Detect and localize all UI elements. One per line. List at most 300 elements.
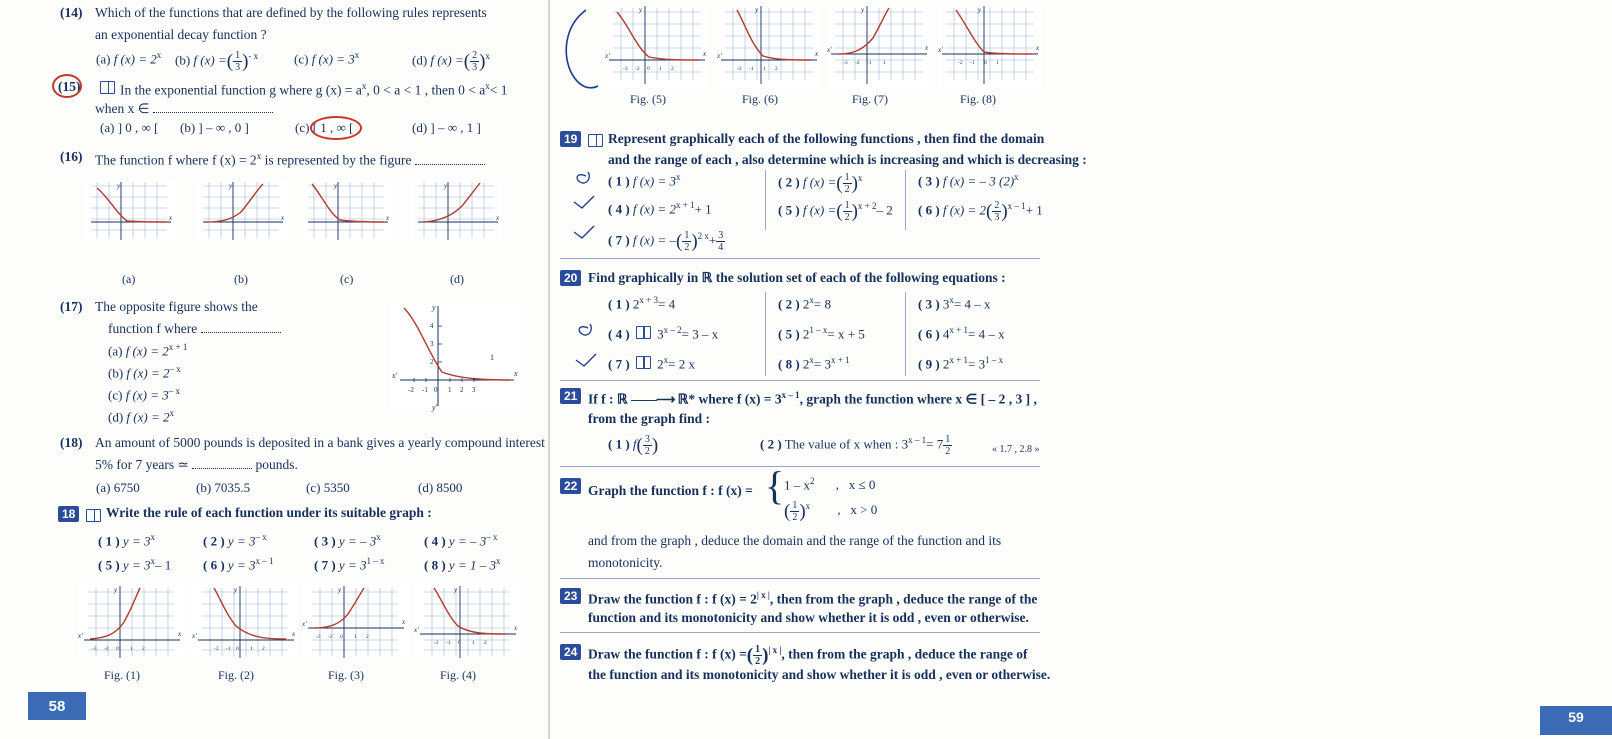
- ex21-item-1-num: 3: [644, 434, 650, 445]
- ex19-item-2-num: 1: [844, 172, 850, 183]
- ex22-case-2-den: 2: [792, 512, 798, 523]
- ex20-item-4-text: 3: [657, 326, 664, 342]
- svg-text:2: 2: [142, 646, 145, 652]
- q18-option-b[interactable]: [196, 480, 250, 496]
- ex24-line1-a: Draw the function f : f (x) =: [588, 646, 747, 662]
- ex18-item-2[interactable]: [203, 532, 267, 549]
- q14-option-d-label: (d): [412, 52, 428, 68]
- q18-blank: [192, 468, 252, 469]
- ex19-item-3[interactable]: [918, 172, 1019, 189]
- ex19-item-6-label: ( 6 ): [918, 202, 940, 218]
- ex22-case-1: [784, 476, 875, 493]
- ex18-item-4-text: y = – 3: [448, 533, 487, 549]
- svg-text:x': x': [605, 52, 610, 60]
- ex20-item-5-text: 2: [802, 326, 810, 342]
- q15-blank: [153, 112, 273, 113]
- ex19-item-6-den: 3: [994, 212, 1000, 223]
- q17-option-a-text: f (x) = 2: [125, 343, 169, 359]
- q14-option-a-text: f (x) = 2: [113, 51, 157, 67]
- q15-handwritten-circle: [52, 74, 82, 98]
- ex19-item-7-tail-den: 4: [718, 242, 724, 253]
- svg-text:x': x': [192, 632, 197, 640]
- svg-text:2: 2: [484, 640, 487, 646]
- ex19-item-4[interactable]: [608, 200, 712, 217]
- exercise-23-tag: 23: [560, 588, 581, 604]
- ex18-item-5-sup: x: [150, 556, 155, 566]
- exercise-18-title: Write the rule of each function under its suitable graph :: [106, 505, 432, 520]
- svg-text:y: y: [432, 303, 436, 312]
- ex19-item-7-tail: +: [708, 232, 717, 248]
- ex20-item-1[interactable]: [608, 295, 675, 312]
- svg-text:2: 2: [775, 66, 778, 72]
- q16-graph-a: [83, 180, 175, 242]
- ex24-line1-den: 2: [755, 655, 761, 667]
- q15-option-d-label: (d): [412, 120, 428, 135]
- ex20-item-4[interactable]: [608, 325, 718, 342]
- ex19-item-2[interactable]: ( 2 ) f (x) =( $\frac{1}{2}$ )$^x$: [778, 172, 863, 195]
- q16-number: (16): [60, 149, 83, 164]
- q15-option-c-text: [ 1 , ∞ [: [312, 120, 354, 135]
- ex19-item-5[interactable]: ( 5 ) f (x) =( $\frac{1}{2}$ )$^{x + 2}$– 2: [778, 200, 893, 223]
- svg-text:x': x': [78, 632, 83, 640]
- q17-option-c-label: (c): [108, 387, 123, 403]
- ex18-item-5-label: ( 5 ): [98, 557, 120, 573]
- q18-option-c[interactable]: [306, 480, 350, 496]
- ex20-item-2-sup: x: [809, 295, 814, 305]
- svg-text:1: 1: [996, 60, 999, 66]
- q14-option-b[interactable]: (b) f (x) =( $\frac{1}{3}$ )$^{- x}$: [175, 50, 259, 73]
- ex20-item-9-text: 2: [942, 356, 950, 372]
- ex18-item-6-label: ( 6 ): [203, 557, 225, 573]
- ex21-line1: If f : ℝ ——⟶ ℝ* where f $(x) = 3^{x - 1}$, graph the function where x ∈ [ – 2 , 3 ] ,: [588, 390, 1037, 407]
- svg-text:x: x: [178, 630, 182, 638]
- ex18-graph-4: [414, 584, 520, 660]
- svg-text:1: 1: [659, 66, 662, 72]
- right-page-number: 59: [1540, 706, 1612, 735]
- ex21-line1-c: , graph the function where x ∈ [ – 2 , 3 ] ,: [799, 391, 1037, 407]
- ex18-item-6[interactable]: [203, 556, 273, 573]
- ex24-line1-sup: | x |: [768, 645, 782, 655]
- svg-text:1: 1: [250, 646, 253, 652]
- ex18-item-5[interactable]: [98, 556, 171, 573]
- svg-text:-1: -1: [867, 60, 872, 66]
- ex23-line1-b: , then from the graph , deduce the range of the: [769, 591, 1038, 607]
- fig7-label: Fig. (7): [852, 92, 888, 106]
- section-divider-19: [560, 258, 1040, 259]
- q15-text-line1: In the exponential function g where g $(x) = a^x$, 0 < a < 1 , then $0 < a^x< 1$: [120, 81, 508, 98]
- ex18-graph-3: [302, 584, 408, 660]
- ex20-item-5[interactable]: [778, 325, 865, 342]
- q15-option-b[interactable]: [180, 120, 249, 136]
- ex18-item-4-sup: – x: [486, 532, 498, 542]
- q17-option-d-label: (d): [108, 409, 124, 425]
- ex19-item-7-label: ( 7 ): [608, 232, 630, 248]
- svg-text:x: x: [386, 214, 390, 222]
- ex22-case-1-text: 1 – x: [784, 477, 810, 493]
- ex20-item-6[interactable]: [918, 325, 1005, 342]
- q15-option-d[interactable]: [412, 120, 481, 136]
- q14-option-d-frac-den: 3: [472, 62, 478, 73]
- ex20-item-5-tail: = x + 5: [827, 326, 865, 342]
- q15-selected-answer-circle: [310, 116, 362, 140]
- q17-option-b-text: f (x) = 2: [126, 365, 170, 381]
- q14-option-b-frac-num: 1: [235, 50, 241, 61]
- ex20-item-1-tail: = 4: [658, 296, 676, 312]
- ex19-item-2-sup: x: [857, 173, 863, 184]
- ex19-item-7[interactable]: ( 7 ) f (x) = –( $\frac{1}{2}$ )$^{2 x}$+ $\frac{3}{4}$: [608, 230, 724, 253]
- ex18-item-4[interactable]: [424, 532, 497, 549]
- svg-text:y: y: [117, 182, 121, 190]
- ex20-item-6-tail: = 4 – x: [968, 326, 1005, 342]
- fig5-label: Fig. (5): [630, 92, 666, 106]
- q17-option-b-label: (b): [108, 365, 124, 381]
- ex18-item-2-sup: – x: [255, 532, 267, 542]
- q18-option-b-label: (b): [196, 480, 212, 495]
- ex19-col-sep-1: [765, 170, 766, 230]
- book-icon-ex19: [588, 134, 603, 147]
- ex22-line2: and from the graph , deduce the domain and the range of the function and its: [588, 533, 1002, 548]
- ex22-case-2-cond: , x > 0: [837, 502, 878, 518]
- svg-text:y: y: [755, 6, 759, 14]
- ex20-item-7-sup: x: [663, 355, 669, 365]
- q15-option-a-text: ] 0 , ∞ [: [117, 120, 159, 135]
- ex21-item-2-tail: = 7: [926, 436, 944, 452]
- ex20-item-2[interactable]: [778, 295, 831, 312]
- svg-text:-2: -2: [855, 60, 860, 66]
- q16-blank: [415, 164, 485, 165]
- ex20-item-7-text: 2: [657, 356, 664, 372]
- ex20-item-5-label: ( 5 ): [778, 326, 800, 342]
- ex20-item-3[interactable]: [918, 295, 991, 312]
- svg-text:-1: -1: [446, 640, 451, 646]
- q15-number: (15): [58, 79, 81, 94]
- ex21-item-1-den: 2: [644, 446, 650, 457]
- q14-option-d-sup: x: [485, 51, 490, 62]
- svg-text:3: 3: [430, 340, 434, 348]
- ex22-case-1-cond: , x ≤ 0: [835, 477, 876, 493]
- q18-option-d-text: 8500: [436, 480, 463, 495]
- svg-text:1: 1: [490, 353, 494, 362]
- q14-option-c[interactable]: [294, 50, 359, 67]
- ex20-item-7-tail: = 2 x: [668, 356, 696, 372]
- svg-text:-1: -1: [226, 646, 231, 652]
- svg-text:-1: -1: [422, 386, 428, 394]
- q14-option-b-sup: - x: [248, 51, 259, 62]
- ex18-item-7-text: y = 3: [338, 557, 367, 573]
- q17-line2-text: function f where: [108, 321, 198, 336]
- ex19-item-6[interactable]: ( 6 ) f (x) = 2( $\frac{2}{3}$ )$^{x - 1}$+ 1: [918, 200, 1043, 223]
- svg-text:x: x: [169, 214, 173, 222]
- q14-option-c-text: f (x) = 3: [311, 51, 355, 67]
- ex22-case-1-sup: 2: [810, 476, 815, 486]
- ex22-line3: monotonicity.: [588, 555, 663, 570]
- right-page: [550, 0, 1584, 739]
- svg-text:-1: -1: [749, 66, 754, 72]
- svg-text:x: x: [402, 618, 406, 626]
- svg-text:4: 4: [430, 322, 434, 330]
- ex18-item-8[interactable]: [424, 556, 500, 573]
- q14-option-b-label: (b): [175, 52, 191, 68]
- ex18-item-2-label: ( 2 ): [203, 533, 225, 549]
- ex20-item-1-sup: x + 3: [639, 295, 658, 305]
- q14-option-d-text: f (x) =: [430, 52, 464, 68]
- q15-option-a[interactable]: [100, 120, 158, 136]
- svg-text:1: 1: [354, 634, 357, 640]
- ex19-item-6-tail: + 1: [1025, 202, 1043, 218]
- q18-option-a[interactable]: [96, 480, 140, 496]
- q18-option-a-label: (a): [96, 480, 111, 495]
- book-icon-q15: [100, 81, 115, 94]
- q17-option-c-sup: – x: [168, 386, 180, 396]
- ex20-item-9-label: ( 9 ): [918, 356, 940, 372]
- ex19-item-7-text: f (x) = –: [632, 232, 676, 248]
- ex19-item-2-den: 2: [844, 184, 850, 195]
- ex20-col-sep-1: [765, 292, 766, 376]
- ex18-fig-label-3: Fig. (3): [328, 668, 364, 682]
- q18-line2-a: 5% for 7 years ≃: [95, 457, 189, 472]
- ex23-line1-a: Draw the function f : f (x) = 2: [588, 591, 757, 607]
- fig6-graph: [717, 4, 821, 88]
- handwritten-checks-ex19: [568, 162, 614, 248]
- svg-text:2: 2: [460, 386, 464, 394]
- ex19-item-1[interactable]: [608, 172, 680, 189]
- q14-text-line1: Which of the functions that are defined by the following rules represents: [95, 5, 487, 20]
- q18-line2: [95, 456, 298, 473]
- ex20-item-8-text: 2: [802, 356, 810, 372]
- ex19-item-2-text: f (x) =: [802, 174, 837, 190]
- q17-option-b-sup: – x: [169, 364, 181, 374]
- svg-text:0: 0: [434, 386, 438, 394]
- q18-number: (18): [60, 435, 83, 450]
- ex18-item-7-sup: 1 – x: [366, 556, 385, 566]
- ex23-line2: function and its monotonicity and show whether it is odd , even or otherwise.: [588, 610, 1029, 625]
- ex21-item-2-den: 2: [945, 446, 951, 457]
- svg-text:y: y: [861, 6, 865, 14]
- ex18-item-1-label: ( 1 ): [98, 533, 120, 549]
- svg-text:x': x': [717, 52, 722, 60]
- svg-text:y: y: [114, 586, 118, 594]
- fig8-graph: [938, 4, 1042, 88]
- svg-text:x: x: [925, 44, 929, 52]
- q16-label-c: (c): [340, 272, 354, 286]
- svg-text:x': x': [827, 46, 832, 54]
- ex20-item-8-sup: x: [809, 355, 814, 365]
- q15-text-a: In the exponential function g where g (x) = a: [120, 82, 362, 98]
- q14-option-a-label: (a): [96, 51, 111, 67]
- ex18-item-1[interactable]: [98, 532, 155, 549]
- ex20-item-6-text: 4: [942, 326, 950, 342]
- q14-option-c-label: (c): [294, 51, 309, 67]
- ex22-case-2: ( $\frac{1}{2}$ )$^x$ , x > 0: [784, 500, 878, 523]
- svg-text:1: 1: [763, 66, 766, 72]
- q18-line1: An amount of 5000 pounds is deposited in a bank gives a yearly compound interest: [95, 435, 545, 450]
- exercise-21-tag: 21: [560, 388, 581, 404]
- ex18-item-3[interactable]: [314, 532, 381, 549]
- q16-graph-d: [410, 180, 502, 242]
- q17-option-d-text: f (x) = 2: [126, 409, 170, 425]
- ex18-item-5-tail: – 1: [154, 557, 172, 573]
- q16-graph-c: [300, 180, 392, 242]
- ex19-item-4-sup: x + 1: [675, 200, 695, 210]
- ex18-item-4-label: ( 4 ): [424, 533, 446, 549]
- svg-text:y: y: [229, 182, 233, 190]
- ex21-item-2[interactable]: [760, 434, 952, 457]
- q17-option-a[interactable]: [108, 342, 187, 359]
- ex20-item-2-tail: = 8: [813, 296, 832, 312]
- q17-option-a-sup: x + 1: [168, 342, 188, 352]
- ex19-item-5-sup: x + 2: [857, 201, 877, 212]
- ex18-item-1-text: y = 3: [122, 533, 151, 549]
- svg-text:x': x': [392, 371, 398, 380]
- q15-option-d-text: ] – ∞ , 1 ]: [430, 120, 481, 135]
- ex20-item-8-label: ( 8 ): [778, 356, 800, 372]
- q14-option-a[interactable]: [96, 50, 161, 67]
- ex18-item-8-text: y = 1 – 3: [448, 557, 496, 573]
- q14-option-d[interactable]: (d) f (x) =( $\frac{2}{3}$ )$^x$: [412, 50, 490, 73]
- ex20-item-5-sup: 1 – x: [809, 325, 828, 335]
- q18-line2-b: pounds.: [255, 457, 298, 472]
- book-icon-ex20-7: [636, 356, 651, 369]
- handwritten-checks-ex20: [572, 318, 612, 374]
- ex20-item-4-sup: x – 2: [663, 325, 682, 335]
- exercise-24-tag: 24: [560, 644, 581, 660]
- svg-text:-2: -2: [408, 386, 414, 394]
- ex18-item-3-text: y = – 3: [338, 533, 377, 549]
- ex20-item-6-label: ( 6 ): [918, 326, 940, 342]
- ex19-item-3-sup: x: [1014, 172, 1019, 182]
- svg-text:-2: -2: [434, 640, 439, 646]
- svg-text:-2: -2: [214, 646, 219, 652]
- ex18-item-7-label: ( 7 ): [314, 557, 336, 573]
- svg-text:-3: -3: [92, 646, 97, 652]
- svg-text:0: 0: [236, 646, 239, 652]
- svg-text:1: 1: [472, 640, 475, 646]
- q16-text-b: is represented by the figure: [264, 152, 412, 168]
- ex21-item-1[interactable]: ( 1 ) f( $\frac{3}{2}$ ): [608, 434, 659, 457]
- ex20-item-7[interactable]: [608, 355, 695, 372]
- q15-text-c: < 1: [489, 82, 508, 98]
- q18-option-b-text: 7035.5: [214, 480, 251, 495]
- q16-label-a: (a): [122, 272, 136, 286]
- q17-option-c[interactable]: [108, 386, 180, 403]
- ex20-item-3-text: 3: [942, 296, 950, 312]
- ex19-item-7-sup: 2 x: [697, 231, 709, 242]
- svg-text:2: 2: [430, 358, 434, 366]
- ex20-item-4-tail: = 3 – x: [681, 326, 719, 342]
- q18-option-d[interactable]: [418, 480, 462, 496]
- ex22-brace: {: [765, 463, 785, 508]
- ex19-item-5-num: 1: [844, 200, 850, 211]
- ex21-line2: from the graph find :: [588, 411, 711, 426]
- ex22-case-2-num: 1: [792, 500, 798, 511]
- svg-text:x: x: [815, 50, 819, 58]
- ex19-item-4-label: ( 4 ): [608, 201, 630, 217]
- q17-option-d-sup: x: [169, 408, 174, 418]
- svg-text:0: 0: [116, 646, 119, 652]
- q17-option-d[interactable]: [108, 408, 174, 425]
- ex20-item-3-sup: x: [949, 295, 954, 305]
- ex19-title-line2: and the range of each , also determine which is increasing and which is decreasing :: [608, 152, 1087, 167]
- svg-text:0: 0: [340, 634, 343, 640]
- svg-text:x': x': [302, 620, 307, 628]
- ex20-item-8-tail-sup: x + 1: [831, 355, 850, 365]
- handwritten-brace: [556, 4, 602, 96]
- ex18-item-2-text: y = 3: [227, 533, 256, 549]
- ex18-item-6-sup: x – 1: [255, 556, 274, 566]
- q17-option-c-text: f (x) = 3: [125, 387, 169, 403]
- q16-label-d: (d): [450, 272, 464, 286]
- ex18-fig-label-2: Fig. (2): [218, 668, 254, 682]
- ex18-item-3-sup: x: [376, 532, 381, 542]
- ex19-item-6-text: f (x) = 2: [942, 202, 986, 218]
- q17-option-b[interactable]: [108, 364, 181, 381]
- ex19-item-6-num: 2: [994, 200, 1000, 211]
- fig6-label: Fig. (6): [742, 92, 778, 106]
- q16-label-b: (b): [234, 272, 248, 286]
- ex18-graph-2: [192, 584, 298, 660]
- svg-text:-2: -2: [635, 66, 640, 72]
- ex19-item-1-label: ( 1 ): [608, 173, 630, 189]
- ex21-item-2-sup: x – 1: [908, 435, 927, 446]
- ex18-item-6-text: y = 3: [227, 557, 256, 573]
- q15-text-line2: [95, 100, 273, 117]
- ex22-line1: Graph the function f : f (x) =: [588, 483, 753, 498]
- ex20-item-4-label: ( 4 ): [608, 326, 630, 342]
- exercise-20-tag: 20: [560, 270, 581, 286]
- svg-text:0: 0: [458, 640, 461, 646]
- fig8-label: Fig. (8): [960, 92, 996, 106]
- ex20-item-8[interactable]: [778, 355, 850, 372]
- ex19-title-line1: Represent graphically each of the following functions , then find the domain: [608, 131, 1045, 146]
- ex18-graph-1: [78, 584, 184, 660]
- ex18-item-8-label: ( 8 ): [424, 557, 446, 573]
- q14-text-line2: an exponential decay function ?: [95, 27, 267, 42]
- q16-text-sup: x: [256, 151, 262, 161]
- ex19-item-3-label: ( 3 ): [918, 173, 940, 189]
- svg-text:x': x': [938, 46, 943, 54]
- ex21-line1-sup: x – 1: [781, 390, 800, 400]
- ex20-title: Find graphically in ℝ the solution set of each of the following equations :: [588, 270, 1006, 285]
- svg-text:2: 2: [262, 646, 265, 652]
- svg-text:-2: -2: [737, 66, 742, 72]
- q14-number: (14): [60, 5, 83, 20]
- ex18-item-5-text: y = 3: [122, 557, 151, 573]
- q15-option-a-label: (a): [100, 120, 115, 135]
- ex21-item-2-label: ( 2 ): [760, 436, 782, 452]
- ex20-item-9[interactable]: [918, 355, 1003, 372]
- book-icon-ex20-4: [636, 326, 651, 339]
- ex20-item-2-text: 2: [802, 296, 810, 312]
- left-page: [0, 0, 548, 739]
- ex19-item-1-text: f (x) = 3: [632, 173, 676, 189]
- ex21-item-1-text: f: [632, 436, 637, 452]
- ex19-item-5-tail: – 2: [876, 202, 893, 218]
- svg-text:-2: -2: [958, 60, 963, 66]
- book-icon-ex18: [86, 509, 101, 522]
- ex19-item-2-label: ( 2 ): [778, 174, 800, 190]
- svg-text:3: 3: [472, 386, 476, 394]
- q18-option-c-text: 5350: [323, 480, 350, 495]
- q15-option-b-label: (b): [180, 120, 196, 135]
- ex18-item-3-label: ( 3 ): [314, 533, 336, 549]
- svg-text:-3: -3: [623, 66, 628, 72]
- svg-text:2: 2: [671, 66, 674, 72]
- ex20-item-1-text: 2: [632, 296, 640, 312]
- svg-text:-2: -2: [328, 634, 333, 640]
- ex19-item-5-label: ( 5 ): [778, 202, 800, 218]
- ex18-item-7[interactable]: [314, 556, 384, 573]
- ex20-item-6-sup: x + 1: [949, 325, 968, 335]
